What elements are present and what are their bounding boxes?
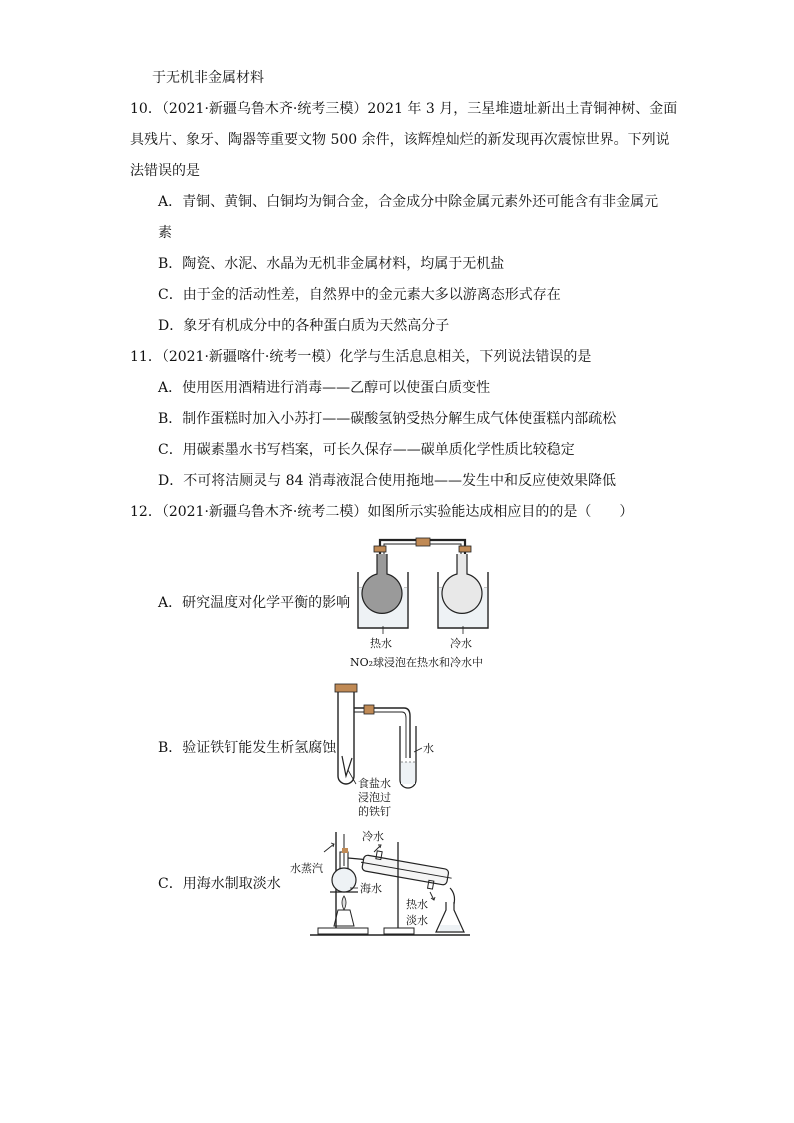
q11-option-d: D．不可将洁厕灵与 84 消毒液混合使用拖地——发生中和反应使效果降低: [158, 473, 616, 489]
q10-option-c: C．由于金的活动性差，自然界中的金元素大多以游离态形式存在: [158, 287, 561, 303]
q10-stem-line1: 10．（2021·新疆乌鲁木齐·统考三模）2021 年 3 月，三星堆遗址新出土青铜神树、金面: [130, 101, 678, 117]
q10-stem-line3: 法错误的是: [130, 163, 200, 179]
figC-label-steam-2: 汽: [312, 862, 323, 875]
figC-label-hot: 热水: [406, 898, 428, 911]
figC-label-sea: 海水: [360, 882, 382, 895]
q12-stem: 12．（2021·新疆乌鲁木齐·统考二模）如图所示实验能达成相应目的的是（ ）: [130, 504, 634, 520]
figure-distillation: [290, 826, 480, 941]
figA-label-hot: 热水: [370, 637, 392, 650]
q12-option-a: A．研究温度对化学平衡的影响: [158, 595, 351, 611]
q12-option-c: C．用海水制取淡水: [158, 876, 281, 892]
q10-stem-line2: 具残片、象牙、陶器等重要文物 500 余件，该辉煌灿烂的新发现再次震惊世界。下列说: [130, 132, 670, 148]
q10-option-a: A．青铜、黄铜、白铜均为铜合金，合金成分中除金属元素外还可能含有非金属元: [158, 194, 659, 210]
q10-option-b: B．陶瓷、水泥、水晶为无机非金属材料，均属于无机盐: [158, 256, 505, 272]
q11-option-b: B．制作蛋糕时加入小苏打——碳酸氢钠受热分解生成气体使蛋糕内部疏松: [158, 411, 617, 427]
figB-label-nail-2: 浸泡过: [358, 791, 391, 804]
q11-option-a: A．使用医用酒精进行消毒——乙醇可以使蛋白质变性: [158, 380, 491, 396]
figB-label-nail-3: 的铁钉: [358, 805, 391, 818]
q11-stem: 11．（2021·新疆喀什·统考一模）化学与生活息息相关，下列说法错误的是: [130, 349, 592, 365]
figC-label-fresh: 淡水: [406, 914, 428, 927]
figC-label-steam-1: 水蒸: [290, 862, 312, 875]
q11-option-c: C．用碳素墨水书写档案，可长久保存——碳单质化学性质比较稳定: [158, 442, 575, 458]
figB-label-water: 水: [423, 742, 434, 755]
q10-option-a-cont: 素: [158, 225, 172, 241]
figB-label-nail-1: 食盐水: [358, 777, 391, 790]
continuation-line: 于无机非金属材料: [152, 70, 264, 86]
figure-iron-corrosion: [330, 676, 440, 821]
figure-no2-equilibrium: [350, 530, 500, 675]
q12-option-b: B．验证铁钉能发生析氢腐蚀: [158, 740, 337, 756]
figC-label-cold-water: 冷水: [362, 830, 384, 843]
figA-caption: NO₂球浸泡在热水和冷水中: [350, 656, 484, 669]
figA-label-cold: 冷水: [450, 637, 472, 650]
q10-option-d: D．象牙有机成分中的各种蛋白质为天然高分子: [158, 318, 450, 334]
